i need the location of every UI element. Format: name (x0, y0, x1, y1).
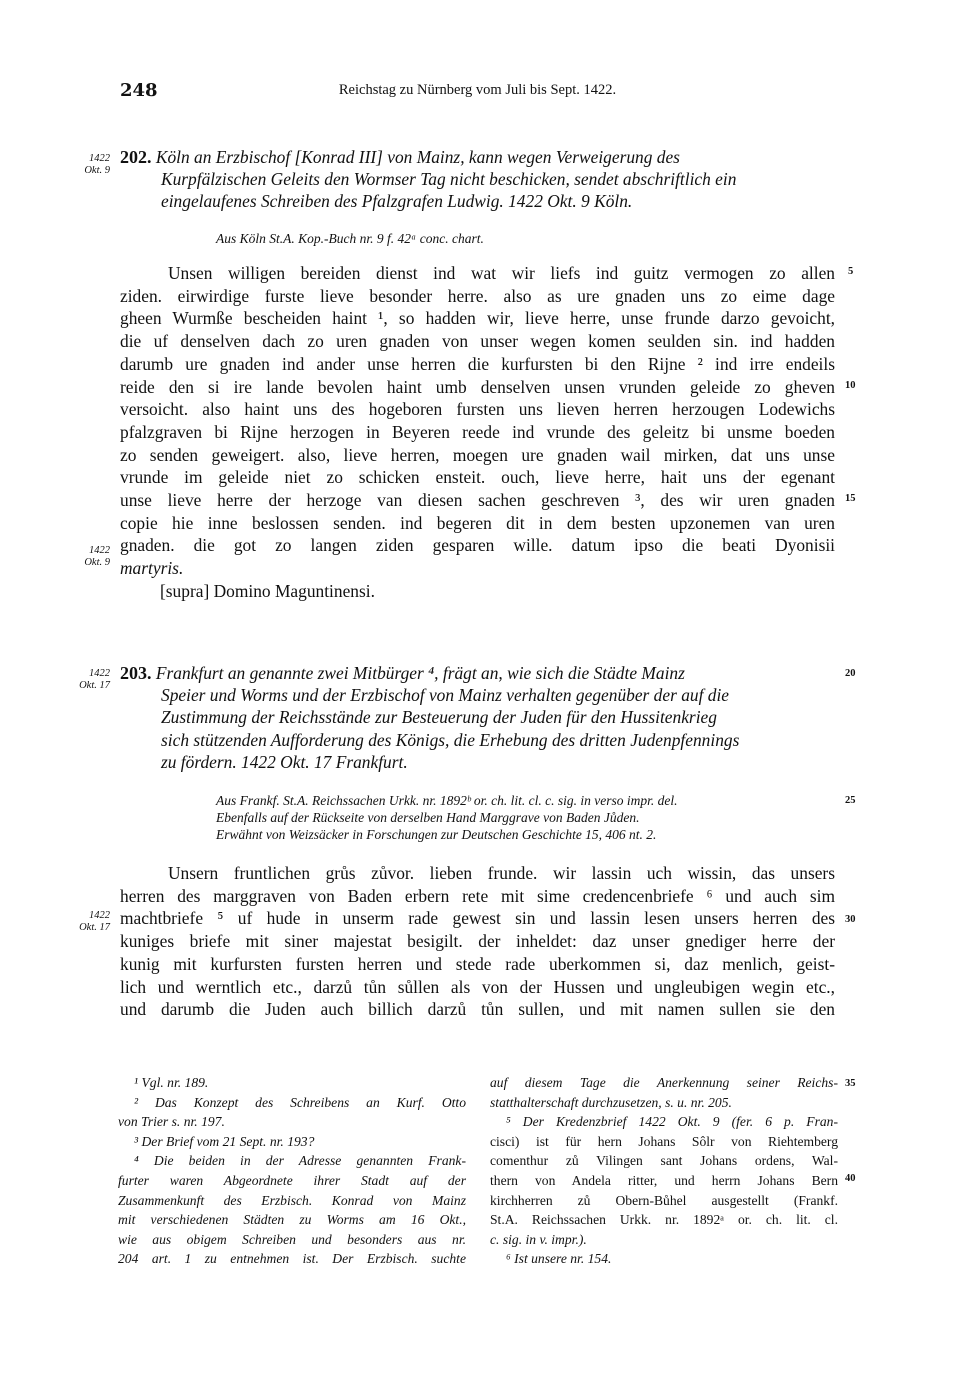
text-line: ziden. eirwirdige furste lieve besonder herre. also as ure gnaden uns zo eime dage (120, 285, 835, 306)
text-line: martyris. (120, 558, 184, 579)
text-line: vrunde im geleide niet zo schicken ensteit. ouch, lieve herre, hait uns der egenant (120, 467, 835, 488)
regest-line: eingelaufenes Schreiben des Pfalzgrafen Ludwig. 1422 Okt. 9 Köln. (161, 191, 633, 212)
line-number: 10 (845, 380, 856, 391)
footnote-line: c. sig. in v. impr.). (490, 1231, 587, 1247)
footnote-line: ¹ Vgl. nr. 189. (134, 1075, 209, 1090)
source-note-202: Aus Köln St.A. Kop.-Buch nr. 9 f. 42ᵃ conc. chart. (216, 231, 484, 246)
footnote-line: St.A. Reichssachen Urkk. nr. 1892ᵃ or. ch. lit. cl. (490, 1212, 838, 1228)
footnote-line: ⁵ Der Kredenzbrief 1422 Okt. 9 (fer. 6 p. Fran- (506, 1114, 838, 1130)
line-number: 15 (845, 493, 856, 504)
page-header (120, 80, 835, 104)
footnotes-left-column (118, 1073, 466, 1269)
footnote-line: mit verschiedenen Städten zu Worms am 16 Okt., (118, 1212, 466, 1228)
footnote-line: ² Das Konzept des Schreibens an Kurf. Otto (134, 1094, 466, 1110)
margin-date-202: 1422 Okt. 9 (84, 153, 110, 176)
footnote-line: ⁶ Ist unsere nr. 154. (506, 1251, 612, 1267)
text-line: unse lieve herre der herzoge van diesen sachen geschreven ³, des wir uren gnaden (120, 490, 835, 511)
running-title: Reichstag zu Nürnberg vom Juli bis Sept. 1422. (338, 82, 617, 98)
margin-date-202-b: 1422 Okt. 9 (84, 545, 110, 568)
text-line: versoicht. also haint uns des hogeboren fursten uns lieven herren herzougen Lodewichs (120, 399, 835, 420)
source-note-203: Aus Frankf. St.A. Reichssachen Urkk. nr. 1892ᵇ or. ch. lit. cl. c. sig. in verso impr. del. Ebenfalls auf der Rückseite von derselben Hand Marggrave von Baden Jůden. Erwähnt von Weizsäcker in Forschungen zur Deutschen Geschichte 15, 406 nt. 2. (216, 793, 678, 842)
regest-line: Speier und Worms und der Erzbischof von Mainz verhalten gegenüber der auf die (161, 685, 730, 706)
text-line: zo senden geweigert. also, lieve herren, moegen ure gnaden wail mirken, dat uns unse (120, 444, 835, 465)
regest-line: Zustimmung der Reichsstände zur Besteuerung der Juden für den Hussitenkrieg (161, 707, 717, 728)
footnote-line: von Trier s. nr. 197. (118, 1114, 225, 1130)
footnote-line: thern von Andela ritter, und herrn Johans Bern (490, 1172, 838, 1188)
entry-number: 203. (120, 663, 152, 683)
footnote-line: 204 art. 1 zu entnehmen ist. Der Erzbisch. suchte (118, 1251, 466, 1267)
regest-line: Kurpfälzischen Geleits den Wormser Tag nicht beschicken, sendet abschriftlich ein (161, 169, 737, 190)
footnote-line: kirchherren zů Obern-Bůhel ausgestellt (Frankf. (490, 1192, 838, 1208)
text-line: pfalzgraven bi Rijne herzogen in Beyeren reede ind vrunde des geleitz bi unsme boeden (120, 421, 835, 442)
line-number: 20 (845, 668, 856, 679)
footnote-line: statthalterschaft durchzusetzen, s. u. nr. 205. (490, 1094, 732, 1110)
margin-date-203-b: 1422 Okt. 17 (79, 910, 110, 933)
text-line: die uf denselven dach zo uren gnaden von unser wegen komen seulden sin. ind hadden (120, 331, 835, 352)
text-line: kuniges briefe mit siner majestat besigilt. der inheldet: daz unser gnediger herre der (120, 931, 835, 952)
line-number: 25 (845, 795, 856, 806)
text-line: lich und werntlich etc., darzů tůn sůllen als von der Hussen und ungleubigen wegin etc., (120, 976, 835, 997)
footnote-line: furter waren Abgeordnete ihrer Stadt auf der (118, 1172, 466, 1188)
footnote-line: cisci) ist für hern Johans Sôlr von Riehtemberg (490, 1133, 838, 1149)
page-number: 248 (120, 80, 158, 101)
text-line: darumb ure gnaden ind ander unse herren die kurfursten bi den Rijne ² ind irre endeils (120, 353, 835, 374)
line-number: 35 (845, 1078, 856, 1089)
entry-203-heading (120, 662, 838, 773)
entry-number: 202. (120, 147, 152, 167)
regest-line: Frankfurt an genannte zwei Mitbürger ⁴, frägt an, wie sich die Städte Mainz (155, 663, 685, 683)
footnotes-right-column (490, 1073, 838, 1269)
footnote-line: comenthur zů Vilingen sant Johans ordens, Wal- (490, 1153, 838, 1169)
footnote-line: ⁴ Die beiden in der Adresse genannten Frank- (134, 1153, 466, 1169)
text-line: Unsern fruntlichen grůs zůvor. lieben frunde. wir lassin uch wissin, das unsers (168, 863, 835, 883)
line-number: 5 (848, 266, 854, 277)
line-number: 40 (845, 1173, 856, 1184)
margin-date-203: 1422 Okt. 17 (79, 668, 110, 691)
entry-203-text (120, 862, 835, 1021)
entry-202-text (120, 262, 835, 603)
text-line: gheen Wurmße bescheiden haint ¹, so hadden wir, lieve herre, unse frunde darzo gevoicht, (120, 308, 835, 329)
text-line: gnaden. die got zo langen ziden gesparen wille. datum ipso die beati Dyonisii (120, 535, 835, 556)
line-number: 30 (845, 914, 856, 925)
footnote-line: ³ Der Brief vom 21 Sept. nr. 193? (134, 1133, 315, 1149)
regest-line: sich stützenden Aufforderung des Königs, die Erhebung des dritten Judenpfennings (161, 729, 740, 750)
text-line: machtbriefe ⁵ uf hude in unserm rade gewest sin und lassin lesen unsers herren des (120, 908, 835, 929)
text-line: Unsen willigen bereiden dienst ind wat wir liefs ind guitz vermogen zo allen (168, 263, 835, 283)
footnote-line: Zusammenkunft des Erzbisch. Konrad von Mainz (118, 1192, 466, 1208)
text-line: reide den si ire lande bevolen haint umb denselven unsen vrunden geleide zo gheven (120, 376, 835, 397)
address-line: [supra] Domino Maguntinensi. (160, 580, 375, 601)
text-line: herren des marggraven von Baden erbern rete mit sime credencenbriefe ⁶ und auch sim (120, 885, 835, 906)
text-line: und darumb die Juden auch billich darzů tůn sullen, und mit namen sullen sie den (120, 999, 835, 1020)
regest-line: Köln an Erzbischof [Konrad III] von Mainz, kann wegen Verweigerung des (155, 147, 680, 167)
footnote-line: auf diesem Tage die Anerkennung seiner Reichs- (490, 1075, 838, 1090)
text-line: copie hie inne beslossen senden. ind begeren dit in dem besten upzonemen van uren (120, 512, 835, 533)
entry-202-heading (120, 146, 838, 213)
footnote-line: wie aus obigem Schreiben und besonders aus nr. (118, 1231, 466, 1247)
text-line: kunig mit kurfursten fursten herren und stede rade uberkommen si, daz menlich, geist- (120, 953, 835, 974)
regest-line: zu fördern. 1422 Okt. 17 Frankfurt. (161, 751, 408, 772)
